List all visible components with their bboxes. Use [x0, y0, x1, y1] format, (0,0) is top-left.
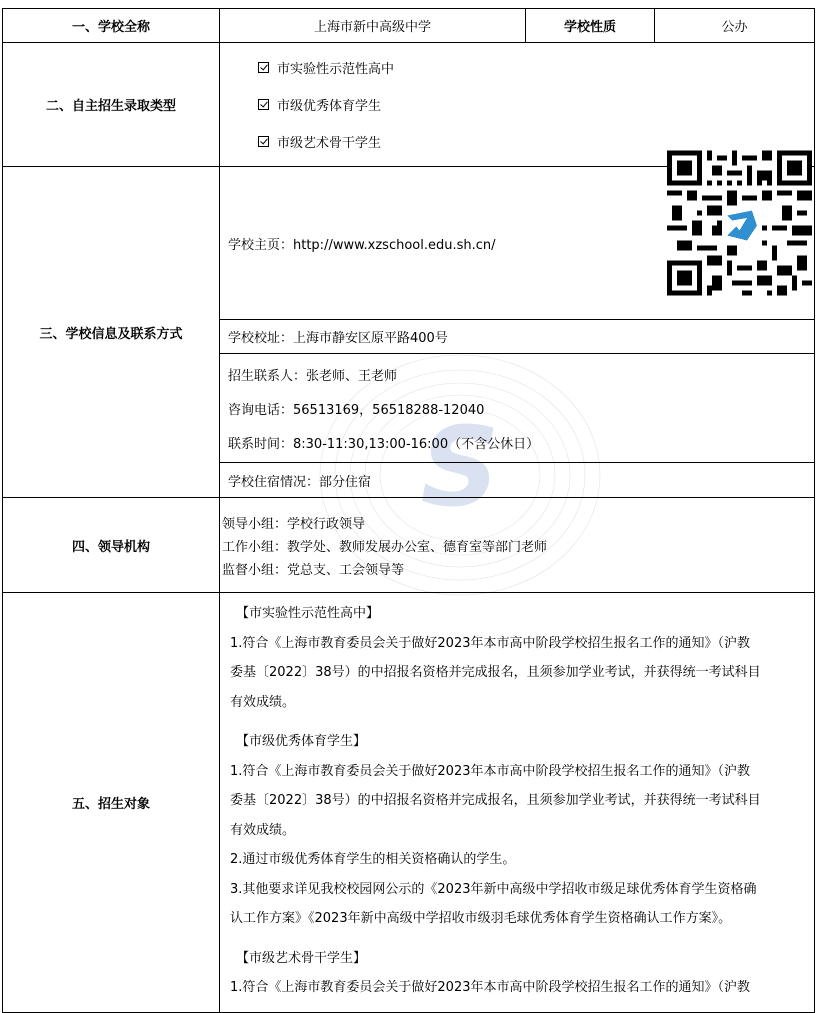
svg-text:S: S	[420, 403, 500, 531]
label-enroll-types: 二、自主招生录取类型	[3, 43, 220, 167]
section-title: 【市级优秀体育学生】	[236, 734, 367, 749]
boarding-row	[220, 463, 814, 497]
phone-text: 咨询电话：56513169，56518288-12040	[228, 402, 485, 418]
label-leadership: 四、领导机构	[3, 498, 220, 593]
targets-content	[220, 593, 814, 1003]
homepage-text: 学校主页：http://www.xzschool.edu.sh.cn/	[228, 237, 496, 253]
section-line: 1.符合《上海市教育委员会关于做好2023年本市高中阶段学校招生报名工作的通知》（沪教	[230, 980, 750, 995]
leadership-line: 领导小组：学校行政领导	[222, 516, 366, 532]
section-line: 2.通过市级优秀体育学生的相关资格确认的学生。	[230, 852, 516, 867]
address-text: 学校校址：上海市静安区原平路400号	[228, 331, 448, 346]
qr-code-icon	[667, 150, 812, 296]
checkbox-label: 市实验性示范性高中	[277, 62, 395, 77]
row-targets	[3, 593, 815, 1013]
leadership-line: 工作小组：教学处、教师发展办公室、德育室等部门老师	[222, 539, 548, 555]
checkbox-label: 市级优秀体育学生	[277, 99, 382, 114]
section-line: 委基〔2022〕38号）的中招报名资格并完成报名，且须参加学业考试，并获得统一考试科目	[230, 665, 761, 680]
section-line: 3.其他要求详见我校校园网公示的《2023年新中高级中学招收市级足球优秀体育学生资格确	[230, 881, 757, 897]
section-line: 有效成绩。	[230, 694, 296, 710]
row-leadership	[3, 498, 815, 593]
hours-text: 联系时间：8:30-11:30,13:00-16:00（不含公休日）	[228, 436, 540, 452]
value-school-name: 上海市新中高级中学	[220, 9, 526, 43]
checkbox-row	[258, 49, 814, 86]
leadership-line: 监督小组：党总支、工会领导等	[222, 562, 405, 578]
section-line: 认工作方案》《2023年新中高级中学招收市级羽毛球优秀体育学生资格确认工作方案》。	[230, 911, 732, 926]
label-contact: 三、学校信息及联系方式	[3, 167, 220, 498]
checkbox-row	[258, 86, 814, 123]
section-title: 【市级艺术骨干学生】	[236, 950, 367, 966]
label-targets: 五、招生对象	[3, 593, 220, 1013]
enroll-type-list	[220, 43, 814, 166]
checked-checkbox-icon	[258, 136, 269, 147]
checked-checkbox-icon	[258, 99, 269, 110]
boarding-text: 学校住宿情况：部分住宿	[228, 474, 372, 490]
section-line: 有效成绩。	[230, 822, 296, 838]
row-school-name	[3, 9, 815, 43]
section-title: 【市实验性示范性高中】	[236, 606, 380, 621]
leadership-list	[220, 509, 814, 582]
contact-details	[220, 354, 814, 463]
section-line: 委基〔2022〕38号）的中招报名资格并完成报名，且须参加学业考试，并获得统一考试科目	[230, 793, 761, 808]
checkbox-label: 市级艺术骨干学生	[277, 136, 382, 151]
label-school-nature: 学校性质	[526, 9, 655, 43]
section-line: 1.符合《上海市教育委员会关于做好2023年本市高中阶段学校招生报名工作的通知》（沪教	[230, 635, 750, 651]
row-enroll-types	[3, 43, 815, 167]
label-school-name: 一、学校全称	[3, 9, 220, 43]
contact-person-text: 招生联系人：张老师、王老师	[228, 368, 398, 384]
section-line: 1.符合《上海市教育委员会关于做好2023年本市高中阶段学校招生报名工作的通知》（沪教	[230, 763, 750, 779]
value-school-nature: 公办	[655, 9, 815, 43]
address-row	[220, 320, 814, 354]
checked-checkbox-icon	[258, 62, 269, 73]
